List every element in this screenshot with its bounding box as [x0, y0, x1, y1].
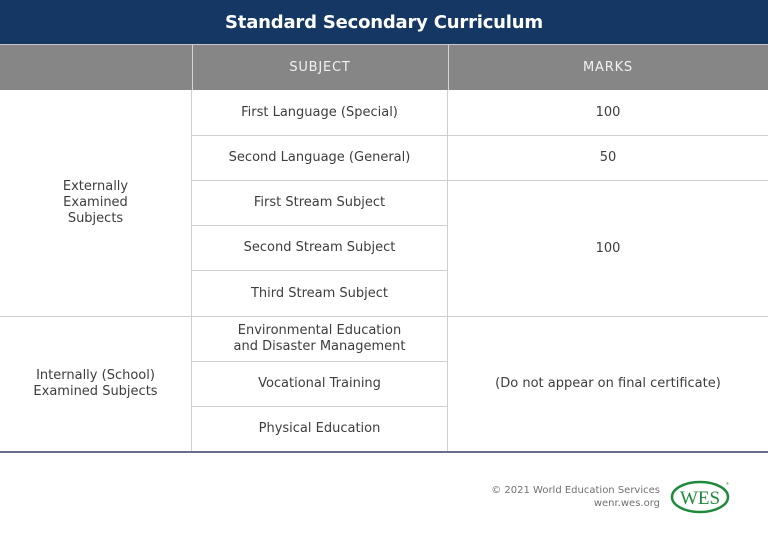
logo-text: WES: [679, 488, 721, 509]
header-divider: [192, 45, 193, 90]
source-url: wenr.wes.org: [593, 498, 660, 509]
group-label-line: Externally: [62, 179, 129, 194]
subject-cell: Second Stream Subject: [243, 240, 396, 255]
wes-logo-icon: [670, 480, 730, 514]
table-title: Standard Secondary Curriculum: [0, 0, 768, 44]
marks-cell: 100: [595, 240, 621, 256]
subject-cell: First Stream Subject: [253, 195, 386, 210]
marks-cell: 50: [599, 150, 617, 165]
subject-line: and Disaster Management: [233, 339, 406, 354]
marks-cell: 100: [595, 104, 621, 120]
group-label-line: Subjects: [67, 211, 124, 226]
group-label-line: Examined: [63, 195, 128, 210]
subject-cell: Physical Education: [258, 421, 381, 436]
table-header-row: [0, 44, 768, 90]
subject-cell: Vocational Training: [258, 376, 381, 391]
subject-cell: First Language (Special): [241, 104, 398, 120]
marks-cell: (Do not appear on final certificate): [495, 376, 721, 391]
svg-text:®: ®: [726, 481, 729, 486]
copyright-text: © 2021 World Education Services: [491, 485, 660, 496]
subject-cell: [192, 317, 447, 361]
header-divider: [448, 45, 449, 90]
subject-cell: Third Stream Subject: [250, 285, 389, 301]
header-marks: MARKS: [583, 60, 633, 75]
group-label-internal: [0, 317, 191, 451]
footer-credits: [491, 484, 660, 510]
group-label-external: [0, 90, 191, 316]
header-subject: SUBJECT: [289, 60, 351, 75]
subject-line: Environmental Education: [237, 323, 402, 338]
table-bottom-border: [0, 451, 768, 453]
header-category: [0, 45, 192, 90]
group-label-line: Examined Subjects: [33, 384, 158, 399]
group-label-line: Internally (School): [36, 368, 155, 383]
subject-cell: Second Language (General): [228, 150, 411, 165]
